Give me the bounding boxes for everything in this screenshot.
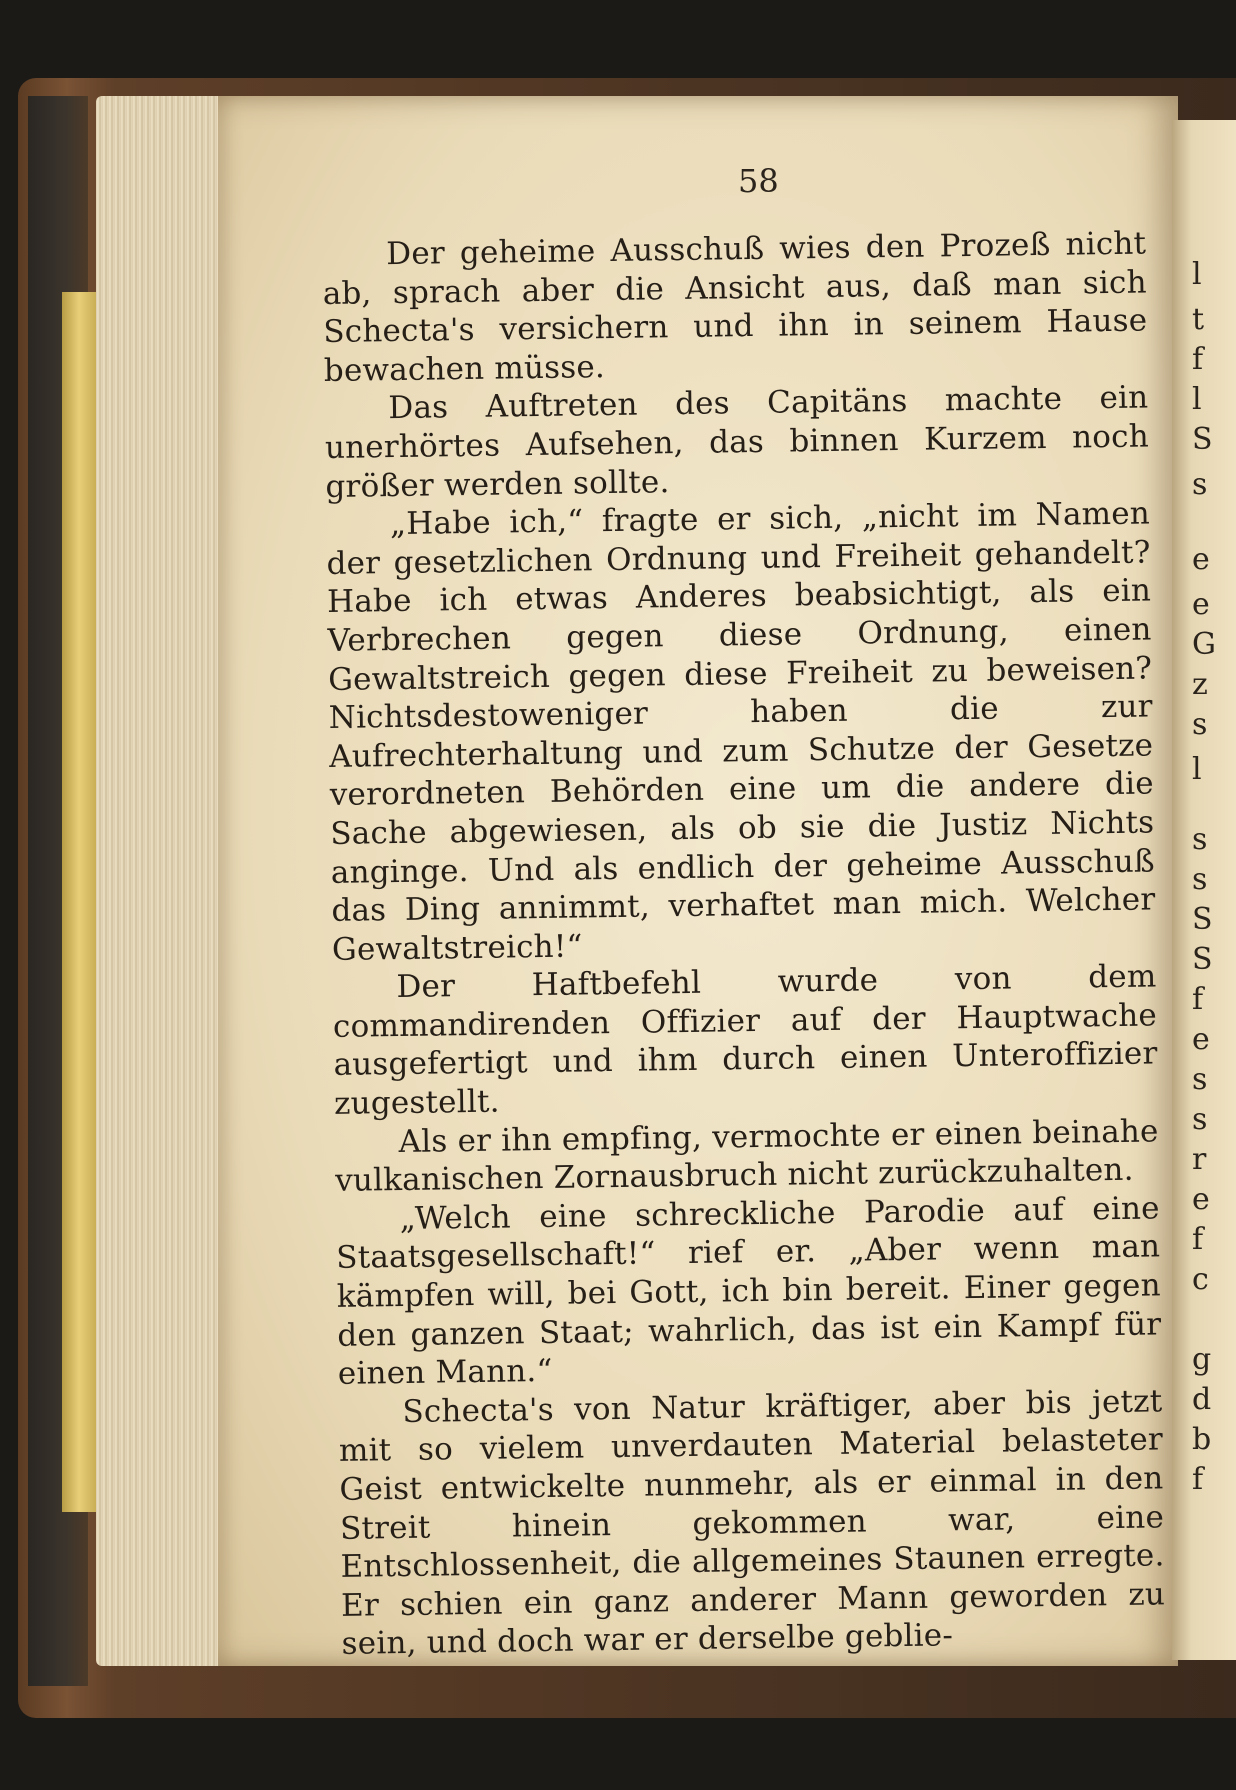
next-page-fragment: S bbox=[1192, 942, 1213, 977]
next-page-fragment: z bbox=[1192, 667, 1208, 702]
next-page-fragment: f bbox=[1192, 1222, 1204, 1257]
paragraph: Der Haftbefehl wurde von dem commandirenden Offizier auf der Hauptwache ausgefertigt und ihm durch einen Unteroffizier zugestellt. bbox=[332, 958, 1158, 1122]
paragraph: Schecta's von Natur kräftiger, aber bis jetzt mit so vielem unverdauten Material belasteter Geist entwickelte nunmehr, als er einmal in den Streit hinein gekommen war, eine Entschlossenheit, die allgemeines Staunen erregte. Er schien ein ganz anderer Mann geworden zu sein, und doch war er derselbe geblie- bbox=[338, 1383, 1166, 1663]
paragraph: Das Auftreten des Capitäns machte ein unerhörtes Aufsehen, das binnen Kurzem noch größer werden sollte. bbox=[324, 379, 1150, 505]
paragraph: Der geheime Ausschuß wies den Prozeß nicht ab, sprach aber die Ansicht aus, daß man sich Schecta's versichern und ihn in seinem Hause bewachen müsse. bbox=[322, 225, 1148, 389]
next-page-fragment: G bbox=[1192, 627, 1216, 662]
next-page-fragment: t bbox=[1192, 302, 1205, 337]
next-page-fragment: s bbox=[1192, 707, 1208, 742]
next-page-fragment: f bbox=[1192, 1462, 1204, 1497]
next-page-fragment: r bbox=[1192, 1142, 1207, 1177]
bookmark-strip bbox=[62, 292, 96, 1512]
next-page-fragment: f bbox=[1192, 982, 1204, 1017]
next-page-fragment: g bbox=[1192, 1342, 1212, 1377]
next-page-fragment: e bbox=[1192, 587, 1210, 622]
next-page-edge bbox=[1172, 120, 1236, 1660]
page-edges bbox=[96, 96, 226, 1666]
next-page-fragment: l bbox=[1192, 257, 1202, 292]
next-page-fragment: s bbox=[1192, 1062, 1208, 1097]
next-page-fragment: s bbox=[1192, 467, 1208, 502]
next-page-fragment: l bbox=[1192, 382, 1202, 417]
next-page-fragment: e bbox=[1192, 1182, 1210, 1217]
next-page-fragment: e bbox=[1192, 1022, 1210, 1057]
paragraph: „Habe ich,“ fragte er sich, „nicht im Namen der gesetzlichen Ordnung und Freiheit gehandelt? Habe ich etwas Anderes beabsichtigt, als ein Verbrechen gegen diese Ordnung, einen Gewaltstreich gegen diese Freiheit zu beweisen? Nichtsdestoweniger haben die zur Aufrechterhaltung und zum Schutze der Gesetze verordneten Behörden eine um die andere die Sache abgewiesen, als ob sie die Justiz Nichts anginge. Und als endlich der geheime Ausschuß das Ding annimmt, verhaftet man mich. Welcher Gewaltstreich!“ bbox=[326, 495, 1156, 968]
next-page-fragment: c bbox=[1192, 1262, 1209, 1297]
next-page-fragment: s bbox=[1192, 1102, 1208, 1137]
paragraph: Als er ihn empfing, vermochte er einen beinahe vulkanischen Zornausbruch nicht zurückzuhalten. bbox=[334, 1113, 1159, 1200]
next-page-fragment: l bbox=[1192, 752, 1202, 787]
next-page-fragment: f bbox=[1192, 342, 1204, 377]
next-page-fragment: S bbox=[1192, 902, 1213, 937]
page-number: 58 bbox=[738, 162, 779, 200]
paragraph: „Welch eine schreckliche Parodie auf eine Staatsgesellschaft!“ rief er. „Aber wenn man kämpfen will, bei Gott, ich bin bereit. Einer gegen den ganzen Staat; wahrlich, das ist ein Kampf für einen Mann.“ bbox=[336, 1190, 1162, 1393]
next-page-fragment: s bbox=[1192, 862, 1208, 897]
page-text bbox=[322, 224, 1166, 1663]
next-page-fragment: e bbox=[1192, 542, 1210, 577]
next-page-fragment: d bbox=[1192, 1382, 1212, 1417]
next-page-fragment: b bbox=[1192, 1422, 1212, 1457]
next-page-fragment: s bbox=[1192, 822, 1208, 857]
next-page-fragment: S bbox=[1192, 422, 1213, 457]
